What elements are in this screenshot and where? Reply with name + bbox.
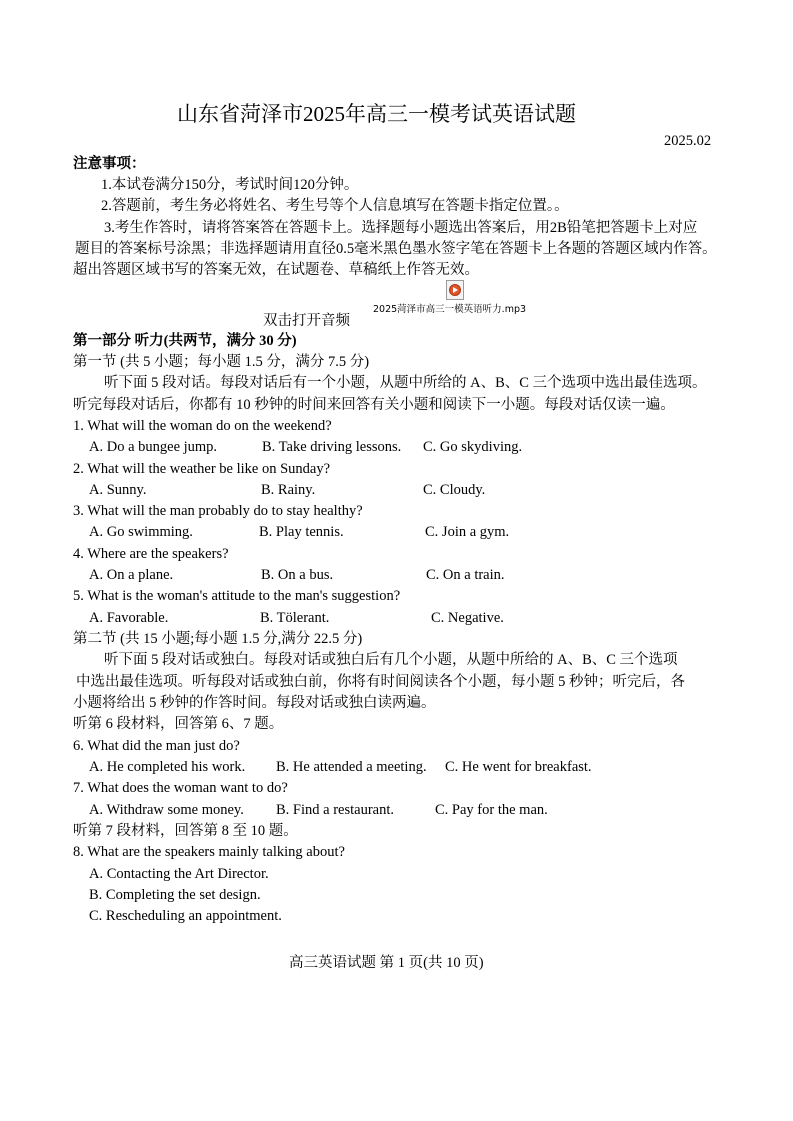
section2-instructions: 中选出最佳选项。听每段对话或独白前，你将有时间阅读各个小题，每小题 5 秒钟；听完后，各	[76, 674, 685, 690]
option-b: B. Tölerant.	[260, 610, 330, 626]
audio-file-name[interactable]: 2025菏泽市高三一模英语听力.mp3	[373, 304, 527, 315]
option-a: A. Favorable.	[89, 610, 169, 626]
play-icon	[449, 284, 461, 296]
notice-item: 1.本试卷满分150分，考试时间120分钟。	[101, 177, 359, 193]
option-c: C. Negative.	[431, 610, 504, 626]
option-a: A. Do a bungee jump.	[89, 439, 218, 455]
part1-heading: 第一部分 听力(共两节，满分 30 分)	[73, 333, 297, 349]
option-a: A. He completed his work.	[89, 759, 246, 775]
option-b: B. He attended a meeting.	[276, 759, 427, 775]
option-a: A. Contacting the Art Director.	[89, 866, 269, 882]
question: 6. What did the man just do?	[73, 738, 240, 754]
exam-date: 2025.02	[664, 133, 712, 149]
section1-instructions: 听完每段对话后，你都有 10 秒钟的时间来回答有关小题和阅读下一小题。每段对话仅读一遍。	[73, 397, 675, 413]
section2-instructions: 听下面 5 段对话或独白。每段对话或独白后有几个小题，从题中所给的 A、B、C 三个选项	[104, 652, 678, 668]
notice-heading: 注意事项：	[73, 156, 146, 172]
page-footer: 高三英语试题 第 1 页(共 10 页)	[289, 955, 484, 971]
notice-item: 2.答题前，考生务必将姓名、考生号等个人信息填写在答题卡指定位置。。	[101, 198, 569, 214]
audio-open-label[interactable]: 双击打开音频	[263, 313, 350, 329]
notice-item: 3.考生作答时，请将答案答在答题卡上。选择题每小题选出答案后，用2B铅笔把答题卡上对应	[104, 220, 698, 236]
question: 8. What are the speakers mainly talking about?	[73, 844, 345, 860]
question: 1. What will the woman do on the weekend?	[73, 418, 332, 434]
option-b: B. On a bus.	[261, 567, 334, 583]
section1-heading: 第一节 (共 5 小题；每小题 1.5 分，满分 7.5 分)	[73, 354, 370, 370]
option-a: A. Sunny.	[89, 482, 147, 498]
page-title: 山东省菏泽市2025年高三一模考试英语试题	[177, 102, 576, 126]
question: 7. What does the woman want to do?	[73, 780, 288, 796]
material-heading: 听第 7 段材料，回答第 8 至 10 题。	[73, 823, 298, 839]
option-c: C. Rescheduling an appointment.	[89, 908, 282, 924]
question: 3. What will the man probably do to stay healthy?	[73, 503, 363, 519]
notice-item: 超出答题区域书写的答案无效，在试题卷、草稿纸上作答无效。	[73, 262, 479, 278]
option-a: A. Go swimming.	[89, 524, 193, 540]
section2-instructions: 小题将给出 5 秒钟的作答时间。每段对话或独白读两遍。	[73, 695, 436, 711]
option-a: A. On a plane.	[89, 567, 174, 583]
option-b: B. Take driving lessons.	[262, 439, 402, 455]
option-c: C. Join a gym.	[425, 524, 510, 540]
question: 5. What is the woman's attitude to the man's suggestion?	[73, 588, 401, 604]
question: 2. What will the weather be like on Sunday?	[73, 461, 331, 477]
audio-file-icon[interactable]	[446, 280, 464, 300]
option-b: B. Find a restaurant.	[276, 802, 394, 818]
option-c: C. He went for breakfast.	[445, 759, 592, 775]
section2-heading: 第二节 (共 15 小题;每小题 1.5 分,满分 22.5 分)	[73, 631, 363, 647]
question: 4. Where are the speakers?	[73, 546, 229, 562]
option-a: A. Withdraw some money.	[89, 802, 244, 818]
notice-item: 题目的答案标号涂黑；非选择题请用直径0.5毫米黑色墨水签字笔在答题卡上各题的答题区域内作答。	[75, 241, 717, 257]
section1-instructions: 听下面 5 段对话。每段对话后有一个小题，从题中所给的 A、B、C 三个选项中选出最佳选项。	[104, 375, 707, 391]
option-b: B. Completing the set design.	[89, 887, 261, 903]
option-b: B. Rainy.	[261, 482, 316, 498]
option-c: C. Cloudy.	[423, 482, 486, 498]
material-heading: 听第 6 段材料，回答第 6、7 题。	[73, 716, 284, 732]
option-c: C. Pay for the man.	[435, 802, 548, 818]
option-c: C. Go skydiving.	[423, 439, 523, 455]
option-c: C. On a train.	[426, 567, 505, 583]
option-b: B. Play tennis.	[259, 524, 344, 540]
